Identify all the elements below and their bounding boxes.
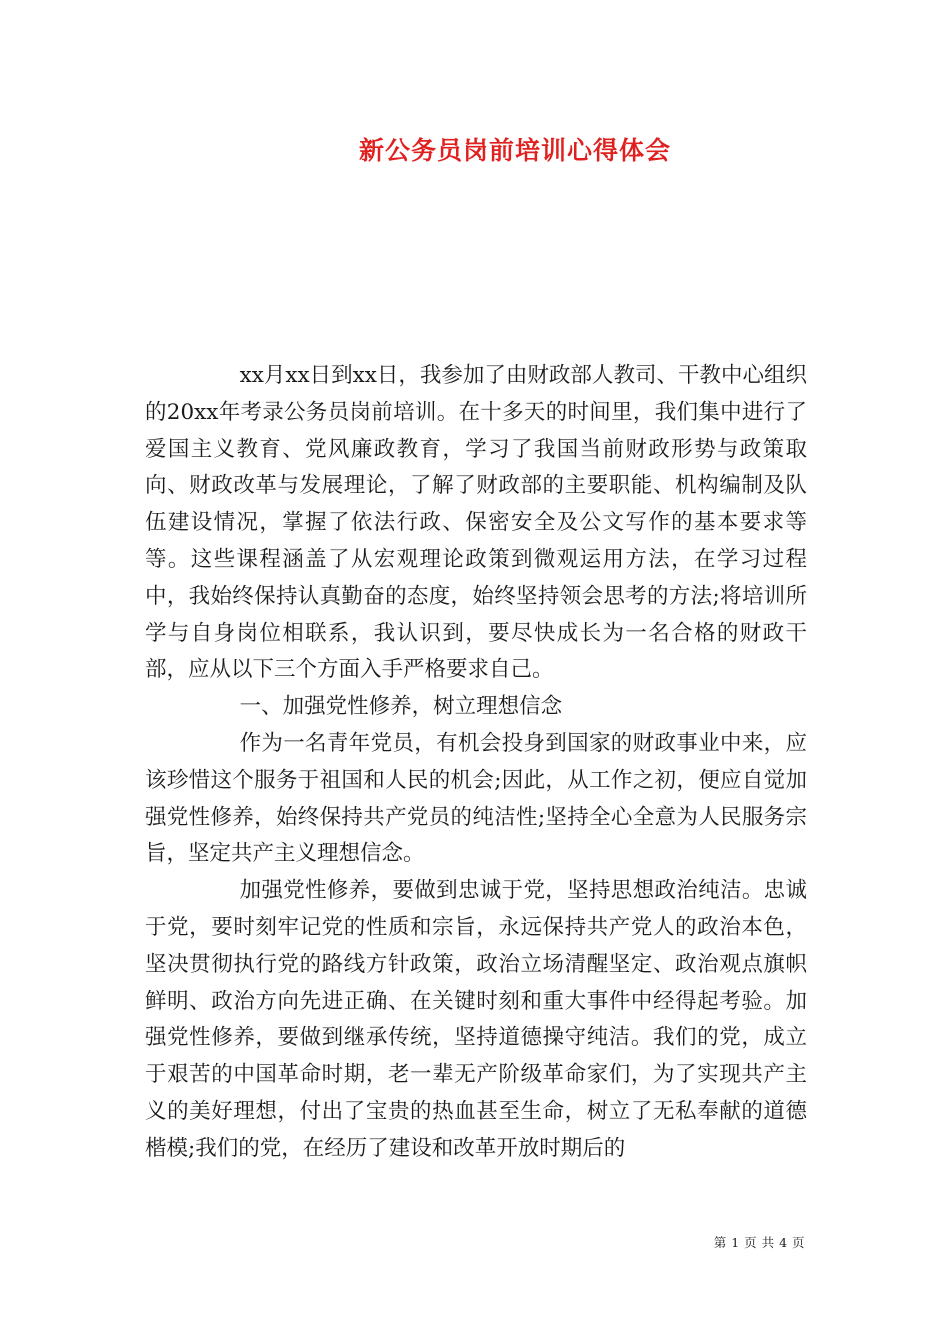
paragraph-party-cultivation: 加强党性修养，要做到忠诚于党，坚持思想政治纯洁。忠诚于党，要时刻牢记党的性质和宗旨，永远保持共产党人的政治本色，坚决贯彻执行党的路线方针政策，政治立场清醒坚定、政治观点旗帜鲜明、政治方向先进正确、在关键时刻和重大事件中经得起考验。加强党性修养，要做到继承传统，坚持道德操守纯洁。我们的党，成立于艰苦的中国革命时期，老一辈无产阶级革命家们，为了实现共产主义的美好理想，付出了宝贵的热血甚至生命，树立了无私奉献的道德楷模;我们的党，在经历了建设和改革开放时期后的 <box>145 878 807 1161</box>
document-body <box>145 358 807 1168</box>
page-number: 第 1 页 共 4 页 <box>713 1235 805 1250</box>
paragraph-intro: xx月xx日到xx日，我参加了由财政部人教司、干教中心组织的20xx年考录公务员岗前培训。在十多天的时间里，我们集中进行了爱国主义教育、党风廉政教育，学习了我国当前财政形势与政策取向、财政改革与发展理论，了解了财政部的主要职能、机构编制及队伍建设情况，掌握了依法行政、保密安全及公文写作的基本要求等等。这些课程涵盖了从宏观理论政策到微观运用方法，在学习过程中，我始终保持认真勤奋的态度，始终坚持领会思考的方法;将培训所学与自身岗位相联系，我认识到，要尽快成长为一名合格的财政干部，应从以下三个方面入手严格要求自己。 <box>145 363 807 683</box>
paragraph-party-member: 作为一名青年党员，有机会投身到国家的财政事业中来，应该珍惜这个服务于祖国和人民的机会;因此，从工作之初，便应自觉加强党性修养，始终保持共产党员的纯洁性;坚持全心全意为人民服务宗旨，坚定共产主义理想信念。 <box>145 730 807 867</box>
section-heading-1: 一、加强党性修养，树立理想信念 <box>239 694 563 720</box>
document-title: 新公务员岗前培训心得体会 <box>358 136 671 165</box>
